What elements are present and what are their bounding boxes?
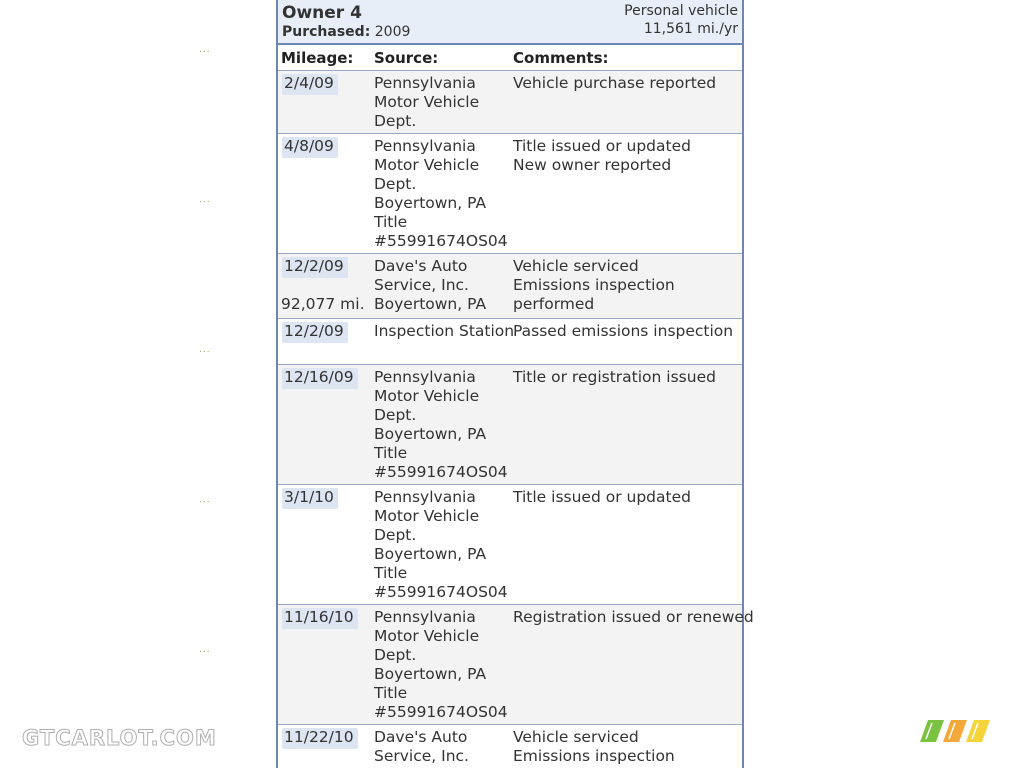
record-source-line: Boyertown, PA <box>374 295 487 313</box>
owner-mileage-rate: 11,561 mi./yr <box>643 21 738 37</box>
record-comment-line: Title or registration issued <box>513 368 716 386</box>
record-date: 12/16/09 <box>282 368 358 389</box>
record-comment-line: performed <box>513 295 595 313</box>
watermark: GTCARLOT.COM <box>22 726 217 750</box>
record-comments <box>513 608 754 627</box>
table-row <box>278 485 742 605</box>
record-comments <box>513 368 743 387</box>
record-source-line: Boyertown, PA <box>374 425 487 443</box>
record-source <box>374 488 512 602</box>
owner-usage: Personal vehicle <box>624 3 738 19</box>
column-header-mileage: Mileage: <box>281 49 354 67</box>
margin-dots: ... <box>199 645 211 655</box>
column-header-source: Source: <box>374 49 439 67</box>
margin-dots: ... <box>199 495 211 505</box>
table-row <box>278 71 742 134</box>
record-source-line: Dept. <box>374 526 417 544</box>
table-row <box>278 134 742 254</box>
record-source <box>374 74 512 131</box>
record-comment-line: Emissions inspection <box>513 747 675 765</box>
record-comments <box>513 488 743 507</box>
record-source-line: Boyertown, PA <box>374 665 487 683</box>
record-source-line: Motor Vehicle <box>374 93 480 111</box>
record-date: 11/22/10 <box>282 728 358 749</box>
record-source-line: Title <box>374 444 408 462</box>
record-comment-line: Title issued or updated <box>513 137 691 155</box>
brand-stripes-logo <box>920 720 998 742</box>
record-source-line: Boyertown, PA <box>374 545 487 563</box>
record-source-line: Dept. <box>374 175 417 193</box>
record-comment-line: Emissions inspection <box>513 276 675 294</box>
purchased-value: 2009 <box>374 24 411 40</box>
margin-dots: ... <box>199 45 211 55</box>
record-comments <box>513 322 743 341</box>
column-headers <box>278 45 742 71</box>
record-date: 11/16/10 <box>282 608 358 629</box>
record-mileage: 92,077 mi. <box>281 295 365 313</box>
record-source-line: Motor Vehicle <box>374 387 480 405</box>
record-comments <box>513 257 743 314</box>
record-source-line: #55991674OS04 <box>374 703 508 721</box>
record-source-line: Motor Vehicle <box>374 507 480 525</box>
purchased-label: Purchased: <box>282 24 371 40</box>
record-source <box>374 137 512 251</box>
record-source-line: Pennsylvania <box>374 488 476 506</box>
record-source-line: #55991674OS04 <box>374 463 508 481</box>
record-source-line: Pennsylvania <box>374 368 476 386</box>
record-source <box>374 728 512 766</box>
record-source-line: #55991674OS04 <box>374 232 508 250</box>
record-source-line: Motor Vehicle <box>374 627 480 645</box>
record-source <box>374 322 515 341</box>
record-source-line: Pennsylvania <box>374 137 476 155</box>
record-source-line: Dept. <box>374 646 417 664</box>
record-comment-line: Registration issued or renewed <box>513 608 754 626</box>
record-source-line: Title <box>374 213 408 231</box>
column-header-comments: Comments: <box>513 49 609 67</box>
table-row <box>278 725 742 768</box>
table-row <box>278 365 742 485</box>
record-source-line: Boyertown, PA <box>374 194 487 212</box>
record-source-line: Service, Inc. <box>374 276 469 294</box>
record-source-line: Title <box>374 564 408 582</box>
record-comment-line: New owner reported <box>513 156 672 174</box>
record-source-line: Motor Vehicle <box>374 156 480 174</box>
table-row <box>278 605 754 725</box>
table-row <box>278 254 742 319</box>
record-source-line: #55991674OS04 <box>374 583 508 601</box>
owner-purchased <box>282 24 410 40</box>
record-source <box>374 368 512 482</box>
record-comments <box>513 137 743 175</box>
margin-dots: ... <box>199 345 211 355</box>
record-comment-line: Vehicle serviced <box>513 728 639 746</box>
owner-title: Owner 4 <box>282 3 362 23</box>
table-row <box>278 319 742 365</box>
record-source-line: Dave's Auto <box>374 257 468 275</box>
record-source-line: Inspection Station <box>374 322 515 340</box>
record-date: 2/4/09 <box>282 74 338 95</box>
record-comment-line: Title issued or updated <box>513 488 691 506</box>
record-source-line: Service, Inc. <box>374 747 469 765</box>
record-source-line: Title <box>374 684 408 702</box>
record-source-line: Dept. <box>374 406 417 424</box>
record-comment-line: Passed emissions inspection <box>513 322 734 340</box>
vehicle-history-report <box>276 0 754 768</box>
record-source <box>374 608 512 722</box>
record-comment-line: Vehicle serviced <box>513 257 639 275</box>
margin-dots: ... <box>199 195 211 205</box>
record-source-line: Dept. <box>374 112 417 130</box>
records-list <box>278 71 754 768</box>
record-source-line: Dave's Auto <box>374 728 468 746</box>
record-source <box>374 257 512 314</box>
record-source-line: Pennsylvania <box>374 608 476 626</box>
record-source-line: Pennsylvania <box>374 74 476 92</box>
owner-header <box>278 0 742 45</box>
owner-meta <box>624 2 738 38</box>
record-comments <box>513 74 743 93</box>
record-date: 4/8/09 <box>282 137 338 158</box>
record-comments <box>513 728 743 766</box>
record-date: 3/1/10 <box>282 488 338 509</box>
record-comment-line: Vehicle purchase reported <box>513 74 717 92</box>
record-date: 12/2/09 <box>282 257 348 278</box>
record-date: 12/2/09 <box>282 322 348 343</box>
